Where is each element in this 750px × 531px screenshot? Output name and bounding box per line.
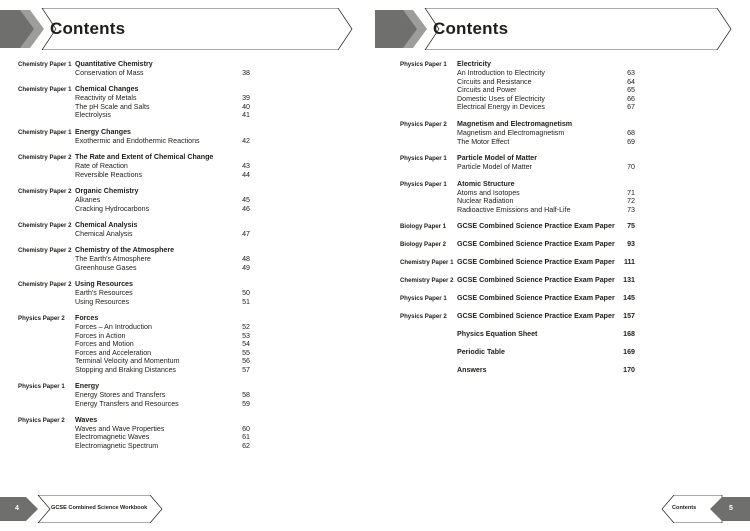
page-number: 4 — [15, 505, 19, 512]
toc-section — [400, 239, 635, 249]
toc-entry-title: Exothermic and Endothermic Reactions — [75, 136, 200, 145]
section-heading[interactable] — [457, 311, 635, 321]
footer-label: GCSE Combined Science Workbook — [51, 505, 148, 511]
toc-entry-title: Reversible Reactions — [75, 170, 143, 179]
toc-entry[interactable] — [75, 391, 250, 400]
toc-left — [18, 59, 250, 457]
paper-label: Chemistry Paper 1 — [18, 86, 72, 94]
toc-entry[interactable] — [75, 433, 250, 442]
toc-entry-page: 39 — [242, 94, 250, 103]
toc-entry[interactable] — [75, 442, 250, 451]
section-heading-page — [236, 415, 250, 425]
toc-entry-page: 68 — [627, 129, 635, 137]
toc-section — [400, 59, 635, 112]
toc-section — [18, 279, 250, 306]
toc-entry-page: 52 — [242, 323, 250, 332]
section-heading[interactable] — [457, 59, 635, 69]
section-heading[interactable] — [75, 84, 250, 94]
section-heading-page — [236, 59, 250, 69]
section-heading-text: Particle Model of Matter — [457, 154, 538, 162]
toc-section — [18, 220, 250, 239]
section-heading-text: Magnetism and Electromagnetism — [457, 120, 573, 128]
section-heading-page: 169 — [623, 348, 635, 357]
toc-entry-page: 66 — [627, 94, 635, 103]
toc-entry[interactable] — [75, 298, 250, 307]
section-heading[interactable] — [457, 347, 635, 357]
toc-entry-title: Energy Transfers and Resources — [75, 399, 179, 408]
section-heading-text: Answers — [457, 366, 487, 375]
paper-label: Physics Paper 1 — [400, 155, 447, 162]
toc-entry-title: Using Resources — [75, 297, 130, 306]
toc-entry-page: 38 — [242, 69, 250, 77]
section-heading[interactable] — [75, 59, 250, 69]
toc-entry[interactable] — [75, 349, 250, 358]
toc-section — [400, 275, 635, 285]
section-heading[interactable] — [457, 329, 635, 339]
toc-entry-title: The Motor Effect — [457, 137, 510, 146]
section-heading-page: 145 — [623, 294, 635, 303]
section-heading[interactable] — [457, 221, 635, 231]
toc-entry-page: 40 — [242, 102, 250, 111]
toc-entry-page: 67 — [627, 103, 635, 111]
toc-entry[interactable] — [457, 69, 635, 78]
toc-entry-page: 44 — [242, 170, 250, 179]
toc-entry-title: Reactivity of Metals — [75, 94, 137, 103]
section-heading-text: GCSE Combined Science Practice Exam Paper — [457, 276, 615, 285]
toc-section — [400, 153, 635, 172]
toc-entry-page: 58 — [242, 391, 250, 400]
section-heading-page — [236, 279, 250, 289]
section-heading-text: Forces — [75, 314, 99, 323]
paper-label: Chemistry Paper 2 — [18, 188, 72, 196]
toc-entry-title: Energy Stores and Transfers — [75, 391, 166, 400]
page-title: Contents — [433, 19, 509, 38]
section-heading-page — [236, 152, 250, 162]
toc-entry[interactable] — [75, 103, 250, 112]
section-heading[interactable] — [75, 186, 250, 196]
paper-label: Physics Paper 2 — [400, 313, 447, 321]
toc-entry[interactable] — [457, 95, 635, 104]
section-heading-page — [236, 381, 250, 391]
toc-entry-page: 54 — [242, 340, 250, 349]
paper-label: Physics Paper 1 — [18, 383, 65, 391]
toc-entry-page: 50 — [242, 289, 250, 298]
paper-label: Physics Paper 2 — [18, 315, 65, 323]
header-banner — [375, 8, 750, 50]
toc-entry-page: 49 — [242, 263, 250, 272]
section-heading-text: GCSE Combined Science Practice Exam Paper — [457, 294, 615, 303]
toc-section — [18, 127, 250, 146]
section-heading-text: Chemical Changes — [75, 85, 139, 94]
toc-entry-title: Particle Model of Matter — [457, 163, 532, 171]
toc-entry[interactable] — [75, 264, 250, 273]
toc-entry-title: Earth's Resources — [75, 289, 133, 298]
section-heading-page: 168 — [623, 330, 635, 339]
toc-entry-title: Terminal Velocity and Momentum — [75, 357, 180, 366]
section-heading-page — [621, 59, 635, 69]
section-heading[interactable] — [457, 293, 635, 303]
section-heading[interactable] — [75, 152, 250, 162]
toc-entry-page: 62 — [242, 441, 250, 450]
paper-label: Chemistry Paper 2 — [18, 281, 72, 289]
toc-entry[interactable] — [75, 255, 250, 264]
section-heading-page — [621, 153, 635, 163]
toc-entry-title: Stopping and Braking Distances — [75, 365, 176, 374]
toc-entry[interactable] — [75, 137, 250, 146]
toc-entry-page: 63 — [627, 69, 635, 77]
toc-entry-title: Waves and Wave Properties — [75, 424, 165, 433]
section-heading[interactable] — [75, 279, 250, 289]
toc-entry-title: Circuits and Resistance — [457, 77, 532, 86]
section-heading-text: GCSE Combined Science Practice Exam Paper — [457, 258, 615, 267]
toc-section — [400, 293, 635, 303]
toc-entry[interactable] — [75, 289, 250, 298]
toc-entry-title: Magnetism and Electromagnetism — [457, 129, 565, 137]
section-heading-text: Energy Changes — [75, 127, 131, 136]
toc-entry-page: 69 — [627, 137, 635, 146]
section-heading-page: 75 — [627, 222, 635, 231]
section-heading-page — [236, 84, 250, 94]
toc-entry-title: Greenhouse Gases — [75, 263, 137, 272]
paper-label: Physics Paper 1 — [400, 180, 447, 188]
toc-entry[interactable] — [75, 94, 250, 103]
toc-section — [400, 365, 635, 375]
toc-entry[interactable] — [457, 86, 635, 95]
paper-label: Biology Paper 2 — [400, 241, 447, 249]
section-heading[interactable] — [75, 127, 250, 137]
toc-section — [400, 329, 635, 339]
section-heading[interactable] — [457, 257, 635, 267]
toc-section — [18, 84, 250, 120]
paper-label: Physics Paper 1 — [400, 295, 447, 303]
toc-entry-title: Electromagnetic Waves — [75, 433, 150, 442]
toc-right — [400, 59, 635, 383]
toc-entry-page: 48 — [242, 255, 250, 264]
toc-section — [18, 381, 250, 408]
toc-section — [400, 119, 635, 146]
page-title: Contents — [50, 19, 126, 38]
toc-entry-title: An Introduction to Electricity — [457, 69, 545, 77]
paper-label: Physics Paper 2 — [400, 121, 447, 128]
section-heading-page — [236, 127, 250, 137]
toc-section — [400, 311, 635, 321]
toc-entry-title: Chemical Analysis — [75, 229, 133, 238]
toc-entry-title: Electromagnetic Spectrum — [75, 441, 159, 450]
toc-entry-page: 61 — [242, 433, 250, 442]
paper-label: Chemistry Paper 1 — [18, 128, 72, 136]
section-heading[interactable] — [75, 313, 250, 323]
section-heading[interactable] — [75, 220, 250, 230]
toc-entry-page: 57 — [242, 365, 250, 374]
toc-entry-page: 41 — [242, 111, 250, 120]
toc-entry-page: 73 — [627, 205, 635, 214]
paper-label: Chemistry Paper 2 — [18, 247, 72, 255]
section-heading-text: Physics Equation Sheet — [457, 330, 538, 339]
section-heading-page: 157 — [623, 312, 635, 321]
page-number: 5 — [729, 505, 733, 512]
toc-entry[interactable] — [75, 171, 250, 180]
toc-entry[interactable] — [75, 340, 250, 349]
toc-entry-page: 71 — [627, 188, 635, 197]
section-heading-page — [621, 119, 635, 129]
section-heading[interactable] — [457, 275, 635, 285]
toc-entry-title: Electrolysis — [75, 111, 111, 120]
toc-entry-page: 72 — [627, 197, 635, 205]
section-heading-page — [621, 179, 635, 189]
toc-entry-page: 70 — [627, 163, 635, 171]
section-heading[interactable] — [75, 415, 250, 425]
paper-label: Chemistry Paper 2 — [18, 221, 72, 229]
section-heading-text: GCSE Combined Science Practice Exam Paper — [457, 240, 615, 249]
toc-section — [18, 245, 250, 272]
toc-entry-page: 56 — [242, 357, 250, 366]
toc-entry-title: Forces and Motion — [75, 340, 134, 349]
toc-section — [18, 59, 250, 78]
section-heading-text: Chemistry of the Atmosphere — [75, 246, 175, 255]
toc-section — [18, 313, 250, 374]
section-heading-text: Chemical Analysis — [75, 220, 138, 229]
paper-label: Chemistry Paper 2 — [400, 277, 454, 285]
toc-entry[interactable] — [75, 332, 250, 341]
toc-entry-page: 64 — [627, 77, 635, 86]
toc-entry-page: 65 — [627, 86, 635, 94]
toc-entry-title: Forces in Action — [75, 331, 126, 340]
section-heading-text: Atomic Structure — [457, 179, 515, 188]
section-heading-page: 93 — [627, 240, 635, 249]
section-heading-page: 131 — [623, 276, 635, 285]
toc-entry[interactable] — [75, 230, 250, 239]
toc-entry[interactable] — [457, 163, 635, 172]
section-heading-page: 170 — [623, 366, 635, 375]
toc-entry-page: 47 — [242, 229, 250, 238]
toc-entry-title: Radioactive Emissions and Half-Life — [457, 205, 571, 214]
section-heading-page — [236, 186, 250, 196]
section-heading-text: Quantitative Chemistry — [75, 60, 153, 68]
toc-entry[interactable] — [457, 206, 635, 215]
section-heading-text: Using Resources — [75, 280, 133, 289]
toc-entry[interactable] — [75, 323, 250, 332]
toc-entry-title: The pH Scale and Salts — [75, 102, 150, 111]
toc-section — [18, 186, 250, 213]
toc-entry[interactable] — [457, 189, 635, 198]
toc-entry-title: Atoms and Isotopes — [457, 188, 520, 197]
section-heading-text: GCSE Combined Science Practice Exam Paper — [457, 312, 615, 321]
section-heading-page — [236, 220, 250, 230]
toc-entry-page: 55 — [242, 348, 250, 357]
toc-entry-title: Circuits and Power — [457, 86, 517, 94]
toc-section — [400, 221, 635, 231]
section-heading[interactable] — [457, 119, 635, 129]
section-heading[interactable] — [457, 239, 635, 249]
paper-label: Physics Paper 1 — [400, 61, 447, 68]
toc-entry-page: 45 — [242, 196, 250, 205]
section-heading[interactable] — [457, 365, 635, 375]
section-heading-text: Periodic Table — [457, 348, 505, 357]
toc-entry[interactable] — [75, 196, 250, 205]
section-heading-text: GCSE Combined Science Practice Exam Paper — [457, 222, 615, 231]
section-heading[interactable] — [75, 245, 250, 255]
toc-entry[interactable] — [75, 425, 250, 434]
section-heading-page — [236, 245, 250, 255]
toc-entry[interactable] — [457, 103, 635, 112]
toc-entry[interactable] — [457, 197, 635, 206]
toc-entry-page: 53 — [242, 331, 250, 340]
toc-entry-page: 46 — [242, 204, 250, 213]
paper-label: Chemistry Paper 2 — [18, 154, 72, 162]
section-heading[interactable] — [457, 179, 635, 189]
toc-entry-title: Nuclear Radiation — [457, 197, 514, 205]
paper-label: Chemistry Paper 1 — [18, 61, 72, 68]
footer-label: Contents — [672, 505, 697, 511]
toc-entry[interactable] — [75, 69, 250, 78]
toc-entry[interactable] — [75, 111, 250, 120]
toc-section — [18, 415, 250, 451]
toc-entry[interactable] — [457, 138, 635, 147]
toc-entry-page: 51 — [242, 297, 250, 306]
toc-entry-page: 59 — [242, 399, 250, 408]
section-heading[interactable] — [457, 153, 635, 163]
paper-label: Chemistry Paper 1 — [400, 259, 454, 267]
toc-entry-title: Domestic Uses of Electricity — [457, 94, 545, 103]
toc-entry-page: 60 — [242, 424, 250, 433]
section-heading-text: Electricity — [457, 60, 491, 68]
section-heading-page: 111 — [623, 258, 635, 267]
toc-section — [18, 152, 250, 179]
paper-label: Biology Paper 1 — [400, 223, 447, 231]
section-heading-text: Waves — [75, 415, 98, 424]
section-heading-text: Organic Chemistry — [75, 187, 139, 196]
toc-entry[interactable] — [457, 129, 635, 138]
toc-entry-page: 43 — [242, 162, 250, 171]
toc-entry-title: The Earth's Atmosphere — [75, 255, 151, 264]
toc-entry-title: Forces and Acceleration — [75, 348, 152, 357]
toc-entry-title: Alkanes — [75, 196, 101, 205]
toc-section — [400, 257, 635, 267]
toc-entry[interactable] — [75, 162, 250, 171]
section-heading-page — [236, 313, 250, 323]
section-heading[interactable] — [75, 381, 250, 391]
section-heading-text: Energy — [75, 382, 100, 391]
toc-entry[interactable] — [75, 400, 250, 409]
section-heading-text: The Rate and Extent of Chemical Change — [75, 153, 214, 162]
toc-entry[interactable] — [75, 205, 250, 214]
toc-entry-title: Electrical Energy in Devices — [457, 103, 545, 111]
toc-entry-title: Forces – An Introduction — [75, 323, 152, 332]
toc-section — [400, 347, 635, 357]
toc-entry[interactable] — [75, 366, 250, 375]
toc-entry[interactable] — [75, 357, 250, 366]
toc-entry-title: Conservation of Mass — [75, 69, 144, 77]
toc-entry-title: Cracking Hydrocarbons — [75, 204, 150, 213]
toc-entry-page: 42 — [242, 136, 250, 145]
toc-entry-title: Rate of Reaction — [75, 162, 128, 171]
toc-section — [400, 179, 635, 215]
toc-entry[interactable] — [457, 78, 635, 87]
paper-label: Physics Paper 2 — [18, 416, 65, 424]
